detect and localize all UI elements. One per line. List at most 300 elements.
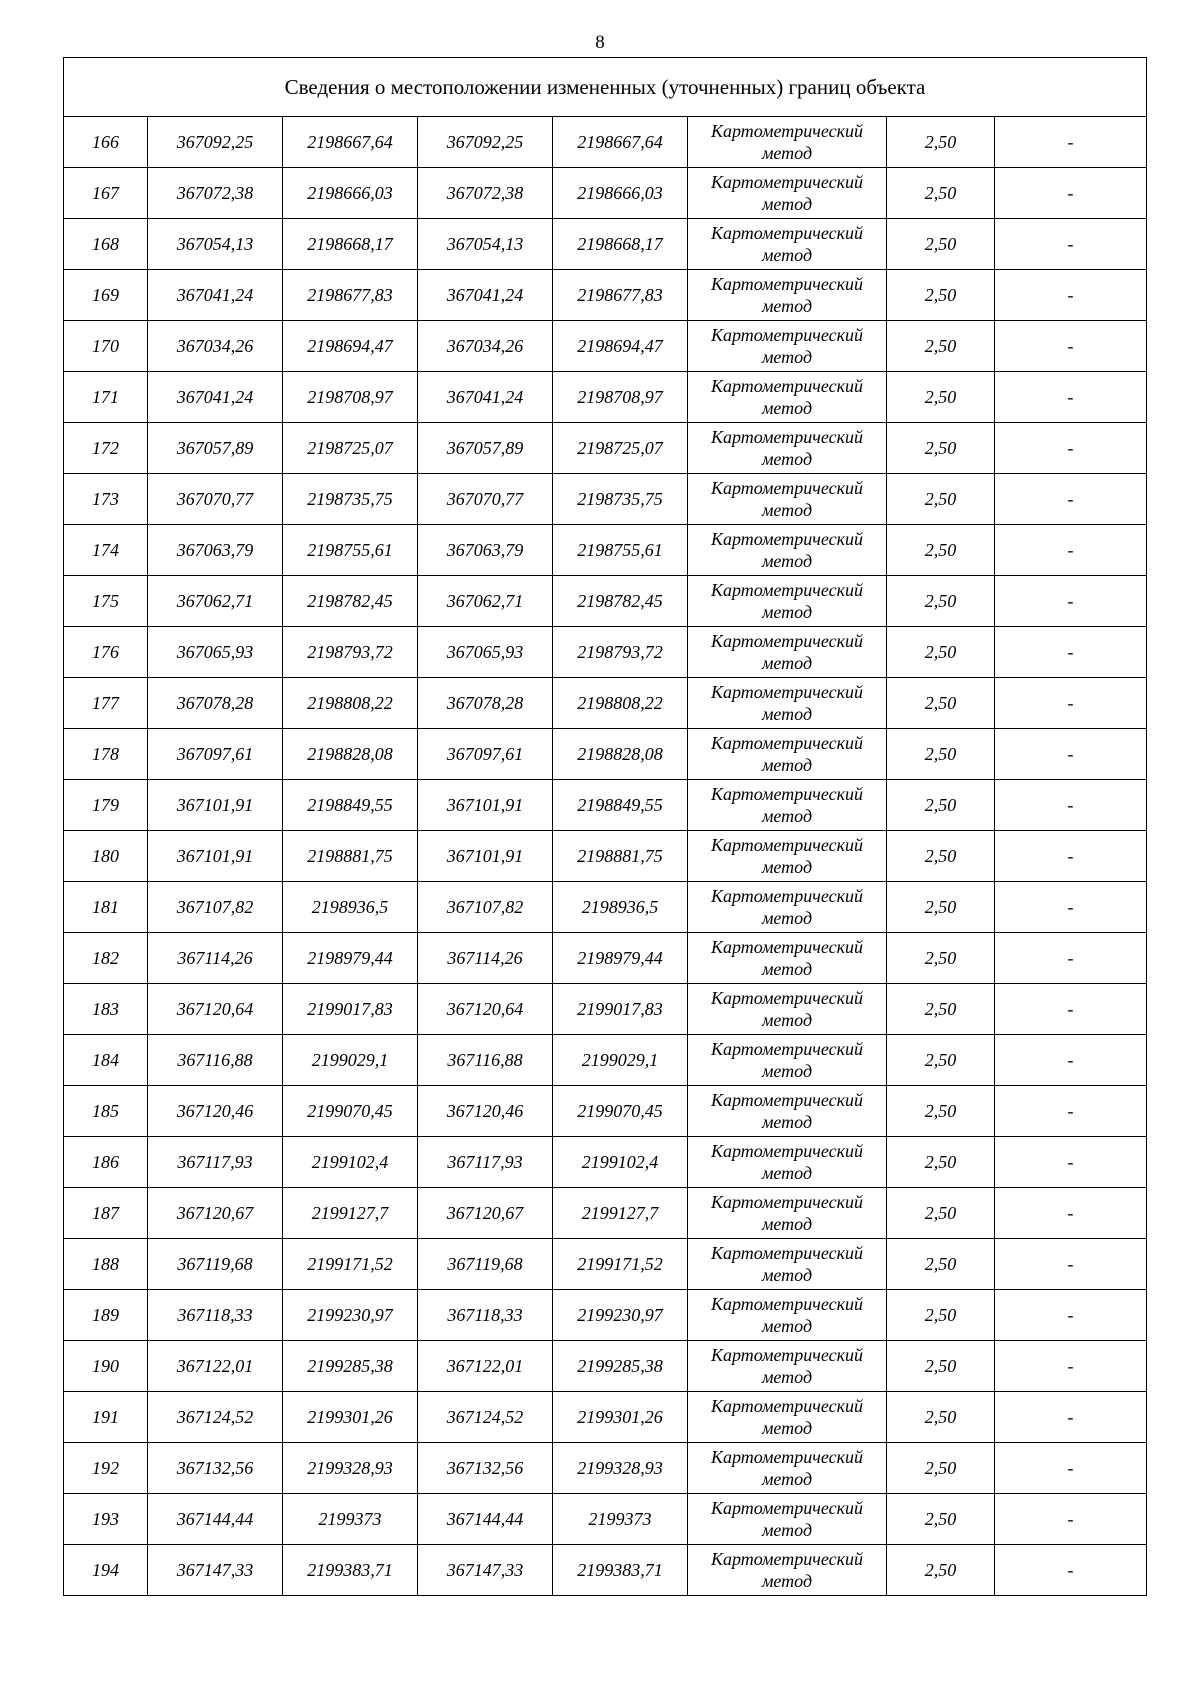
x-old-cell: 367118,33 (148, 1290, 283, 1341)
table-title: Сведения о местоположении измененных (уточненных) границ объекта (64, 58, 1147, 117)
description-cell: - (995, 1086, 1147, 1137)
x-old-cell: 367101,91 (148, 831, 283, 882)
method-line-2: метод (761, 857, 813, 877)
accuracy-cell: 2,50 (887, 474, 995, 525)
method-line-2: метод (761, 449, 813, 469)
method-line-1: Картометрический (710, 121, 863, 141)
method-cell (688, 423, 887, 474)
method-cell (688, 780, 887, 831)
y-old-cell: 2199328,93 (283, 1443, 418, 1494)
method-line-2: метод (761, 1418, 813, 1438)
method-line-2: метод (761, 296, 813, 316)
y-old-cell: 2198979,44 (283, 933, 418, 984)
accuracy-cell: 2,50 (887, 627, 995, 678)
x-old-cell: 367107,82 (148, 882, 283, 933)
method-cell (688, 1392, 887, 1443)
method-line-1: Картометрический (710, 631, 863, 651)
description-cell: - (995, 1290, 1147, 1341)
accuracy-cell: 2,50 (887, 933, 995, 984)
point-number-cell: 181 (64, 882, 148, 933)
x-new-cell: 367118,33 (418, 1290, 553, 1341)
x-new-cell: 367041,24 (418, 372, 553, 423)
x-old-cell: 367063,79 (148, 525, 283, 576)
table-body (64, 117, 1147, 1596)
accuracy-cell: 2,50 (887, 423, 995, 474)
method-cell (688, 219, 887, 270)
x-new-cell: 367120,46 (418, 1086, 553, 1137)
y-old-cell: 2198666,03 (283, 168, 418, 219)
method-cell (688, 678, 887, 729)
point-number-cell: 180 (64, 831, 148, 882)
point-number-cell: 194 (64, 1545, 148, 1596)
method-line-2: метод (761, 755, 813, 775)
accuracy-cell: 2,50 (887, 372, 995, 423)
description-cell: - (995, 1545, 1147, 1596)
y-new-cell: 2198725,07 (553, 423, 688, 474)
description-cell: - (995, 423, 1147, 474)
y-new-cell: 2198881,75 (553, 831, 688, 882)
y-new-cell: 2199373 (553, 1494, 688, 1545)
x-old-cell: 367072,38 (148, 168, 283, 219)
accuracy-cell: 2,50 (887, 882, 995, 933)
table-row (64, 1545, 1147, 1596)
y-old-cell: 2199102,4 (283, 1137, 418, 1188)
x-new-cell: 367054,13 (418, 219, 553, 270)
y-old-cell: 2198782,45 (283, 576, 418, 627)
x-new-cell: 367120,64 (418, 984, 553, 1035)
x-old-cell: 367065,93 (148, 627, 283, 678)
method-cell (688, 168, 887, 219)
method-cell (688, 474, 887, 525)
description-cell: - (995, 1341, 1147, 1392)
y-old-cell: 2198735,75 (283, 474, 418, 525)
method-line-2: метод (761, 194, 813, 214)
point-number-cell: 187 (64, 1188, 148, 1239)
y-old-cell: 2198677,83 (283, 270, 418, 321)
accuracy-cell: 2,50 (887, 1290, 995, 1341)
point-number-cell: 175 (64, 576, 148, 627)
table-row (64, 1443, 1147, 1494)
x-old-cell: 367144,44 (148, 1494, 283, 1545)
description-cell: - (995, 831, 1147, 882)
method-line-2: метод (761, 1214, 813, 1234)
method-line-2: метод (761, 908, 813, 928)
x-new-cell: 367144,44 (418, 1494, 553, 1545)
x-new-cell: 367065,93 (418, 627, 553, 678)
table-row (64, 984, 1147, 1035)
point-number-cell: 179 (64, 780, 148, 831)
accuracy-cell: 2,50 (887, 525, 995, 576)
x-old-cell: 367117,93 (148, 1137, 283, 1188)
method-cell (688, 1545, 887, 1596)
y-new-cell: 2199383,71 (553, 1545, 688, 1596)
description-cell: - (995, 1239, 1147, 1290)
x-old-cell: 367062,71 (148, 576, 283, 627)
description-cell: - (995, 780, 1147, 831)
x-old-cell: 367101,91 (148, 780, 283, 831)
y-old-cell: 2199127,7 (283, 1188, 418, 1239)
method-line-2: метод (761, 1367, 813, 1387)
table-row (64, 882, 1147, 933)
y-new-cell: 2199301,26 (553, 1392, 688, 1443)
description-cell: - (995, 525, 1147, 576)
method-cell (688, 1341, 887, 1392)
method-line-2: метод (761, 1112, 813, 1132)
method-cell (688, 729, 887, 780)
y-new-cell: 2198735,75 (553, 474, 688, 525)
accuracy-cell: 2,50 (887, 1086, 995, 1137)
point-number-cell: 183 (64, 984, 148, 1035)
page-number: 8 (595, 32, 605, 53)
x-new-cell: 367122,01 (418, 1341, 553, 1392)
x-old-cell: 367124,52 (148, 1392, 283, 1443)
point-number-cell: 170 (64, 321, 148, 372)
method-line-2: метод (761, 551, 813, 571)
description-cell: - (995, 1392, 1147, 1443)
x-new-cell: 367057,89 (418, 423, 553, 474)
method-line-2: метод (761, 1061, 813, 1081)
method-line-1: Картометрический (710, 1192, 863, 1212)
accuracy-cell: 2,50 (887, 1443, 995, 1494)
y-new-cell: 2199029,1 (553, 1035, 688, 1086)
y-old-cell: 2199230,97 (283, 1290, 418, 1341)
method-line-1: Картометрический (710, 1549, 863, 1569)
method-line-2: метод (761, 704, 813, 724)
method-line-1: Картометрический (710, 1294, 863, 1314)
x-new-cell: 367124,52 (418, 1392, 553, 1443)
description-cell: - (995, 1443, 1147, 1494)
y-old-cell: 2199029,1 (283, 1035, 418, 1086)
method-cell (688, 117, 887, 168)
accuracy-cell: 2,50 (887, 1239, 995, 1290)
method-line-1: Картометрический (710, 529, 863, 549)
accuracy-cell: 2,50 (887, 1035, 995, 1086)
method-line-1: Картометрический (710, 1396, 863, 1416)
x-new-cell: 367092,25 (418, 117, 553, 168)
y-new-cell: 2198782,45 (553, 576, 688, 627)
x-old-cell: 367122,01 (148, 1341, 283, 1392)
x-old-cell: 367041,24 (148, 270, 283, 321)
table-row (64, 1341, 1147, 1392)
description-cell: - (995, 321, 1147, 372)
description-cell: - (995, 1137, 1147, 1188)
method-line-2: метод (761, 1265, 813, 1285)
method-cell (688, 525, 887, 576)
x-old-cell: 367132,56 (148, 1443, 283, 1494)
method-line-1: Картометрический (710, 580, 863, 600)
description-cell: - (995, 627, 1147, 678)
table-row (64, 423, 1147, 474)
x-new-cell: 367147,33 (418, 1545, 553, 1596)
method-line-2: метод (761, 1316, 813, 1336)
method-line-1: Картометрический (710, 733, 863, 753)
method-line-2: метод (761, 1520, 813, 1540)
method-cell (688, 1443, 887, 1494)
table-row (64, 1494, 1147, 1545)
method-cell (688, 321, 887, 372)
y-new-cell: 2198668,17 (553, 219, 688, 270)
accuracy-cell: 2,50 (887, 270, 995, 321)
method-line-1: Картометрический (710, 325, 863, 345)
x-new-cell: 367114,26 (418, 933, 553, 984)
x-old-cell: 367041,24 (148, 372, 283, 423)
point-number-cell: 193 (64, 1494, 148, 1545)
y-new-cell: 2199285,38 (553, 1341, 688, 1392)
y-new-cell: 2199171,52 (553, 1239, 688, 1290)
table-row (64, 372, 1147, 423)
y-new-cell: 2198936,5 (553, 882, 688, 933)
method-line-2: метод (761, 806, 813, 826)
y-new-cell: 2199070,45 (553, 1086, 688, 1137)
y-old-cell: 2199070,45 (283, 1086, 418, 1137)
accuracy-cell: 2,50 (887, 1137, 995, 1188)
method-line-2: метод (761, 1163, 813, 1183)
table-row (64, 576, 1147, 627)
x-old-cell: 367114,26 (148, 933, 283, 984)
method-line-2: метод (761, 398, 813, 418)
x-old-cell: 367119,68 (148, 1239, 283, 1290)
description-cell: - (995, 1188, 1147, 1239)
method-cell (688, 933, 887, 984)
accuracy-cell: 2,50 (887, 219, 995, 270)
description-cell: - (995, 933, 1147, 984)
y-new-cell: 2199127,7 (553, 1188, 688, 1239)
x-new-cell: 367072,38 (418, 168, 553, 219)
boundary-table (63, 57, 1147, 1596)
table-row (64, 780, 1147, 831)
y-new-cell: 2198808,22 (553, 678, 688, 729)
accuracy-cell: 2,50 (887, 117, 995, 168)
x-new-cell: 367062,71 (418, 576, 553, 627)
point-number-cell: 190 (64, 1341, 148, 1392)
point-number-cell: 184 (64, 1035, 148, 1086)
method-cell (688, 270, 887, 321)
y-old-cell: 2198808,22 (283, 678, 418, 729)
table-row (64, 729, 1147, 780)
x-old-cell: 367092,25 (148, 117, 283, 168)
y-old-cell: 2198755,61 (283, 525, 418, 576)
table-row (64, 321, 1147, 372)
point-number-cell: 177 (64, 678, 148, 729)
y-old-cell: 2198849,55 (283, 780, 418, 831)
method-line-1: Картометрический (710, 1447, 863, 1467)
method-line-2: метод (761, 959, 813, 979)
accuracy-cell: 2,50 (887, 831, 995, 882)
description-cell: - (995, 270, 1147, 321)
x-new-cell: 367097,61 (418, 729, 553, 780)
y-old-cell: 2198694,47 (283, 321, 418, 372)
description-cell: - (995, 576, 1147, 627)
x-new-cell: 367034,26 (418, 321, 553, 372)
table-row (64, 168, 1147, 219)
y-new-cell: 2198849,55 (553, 780, 688, 831)
table-row (64, 117, 1147, 168)
y-new-cell: 2198667,64 (553, 117, 688, 168)
method-cell (688, 831, 887, 882)
method-line-1: Картометрический (710, 274, 863, 294)
table-row (64, 1137, 1147, 1188)
accuracy-cell: 2,50 (887, 678, 995, 729)
table-row (64, 525, 1147, 576)
point-number-cell: 166 (64, 117, 148, 168)
y-new-cell: 2198708,97 (553, 372, 688, 423)
table-row (64, 1188, 1147, 1239)
x-old-cell: 367070,77 (148, 474, 283, 525)
y-new-cell: 2198694,47 (553, 321, 688, 372)
x-old-cell: 367054,13 (148, 219, 283, 270)
x-new-cell: 367101,91 (418, 780, 553, 831)
method-cell (688, 1035, 887, 1086)
y-old-cell: 2198793,72 (283, 627, 418, 678)
y-new-cell: 2199328,93 (553, 1443, 688, 1494)
x-old-cell: 367057,89 (148, 423, 283, 474)
method-line-1: Картометрический (710, 1498, 863, 1518)
method-cell (688, 1290, 887, 1341)
x-old-cell: 367116,88 (148, 1035, 283, 1086)
method-line-1: Картометрический (710, 682, 863, 702)
table-row (64, 270, 1147, 321)
x-new-cell: 367041,24 (418, 270, 553, 321)
x-new-cell: 367119,68 (418, 1239, 553, 1290)
y-new-cell: 2199230,97 (553, 1290, 688, 1341)
x-new-cell: 367078,28 (418, 678, 553, 729)
x-new-cell: 367070,77 (418, 474, 553, 525)
method-cell (688, 627, 887, 678)
y-old-cell: 2199383,71 (283, 1545, 418, 1596)
description-cell: - (995, 219, 1147, 270)
method-cell (688, 372, 887, 423)
y-new-cell: 2199017,83 (553, 984, 688, 1035)
y-new-cell: 2198677,83 (553, 270, 688, 321)
point-number-cell: 167 (64, 168, 148, 219)
accuracy-cell: 2,50 (887, 1545, 995, 1596)
point-number-cell: 182 (64, 933, 148, 984)
description-cell: - (995, 882, 1147, 933)
point-number-cell: 172 (64, 423, 148, 474)
method-cell (688, 1137, 887, 1188)
x-new-cell: 367117,93 (418, 1137, 553, 1188)
method-line-2: метод (761, 653, 813, 673)
accuracy-cell: 2,50 (887, 168, 995, 219)
table-row (64, 678, 1147, 729)
method-line-1: Картометрический (710, 784, 863, 804)
method-line-1: Картометрический (710, 937, 863, 957)
point-number-cell: 192 (64, 1443, 148, 1494)
x-new-cell: 367107,82 (418, 882, 553, 933)
accuracy-cell: 2,50 (887, 1494, 995, 1545)
accuracy-cell: 2,50 (887, 1188, 995, 1239)
point-number-cell: 171 (64, 372, 148, 423)
method-line-1: Картометрический (710, 223, 863, 243)
method-line-1: Картометрический (710, 376, 863, 396)
accuracy-cell: 2,50 (887, 780, 995, 831)
point-number-cell: 189 (64, 1290, 148, 1341)
table-row (64, 1035, 1147, 1086)
description-cell: - (995, 168, 1147, 219)
y-new-cell: 2198666,03 (553, 168, 688, 219)
x-old-cell: 367097,61 (148, 729, 283, 780)
method-cell (688, 1188, 887, 1239)
x-old-cell: 367120,46 (148, 1086, 283, 1137)
x-old-cell: 367034,26 (148, 321, 283, 372)
method-line-1: Картометрический (710, 1345, 863, 1365)
x-old-cell: 367147,33 (148, 1545, 283, 1596)
y-old-cell: 2198725,07 (283, 423, 418, 474)
description-cell: - (995, 117, 1147, 168)
x-new-cell: 367063,79 (418, 525, 553, 576)
x-new-cell: 367101,91 (418, 831, 553, 882)
table-row (64, 219, 1147, 270)
method-cell (688, 984, 887, 1035)
method-line-2: метод (761, 1469, 813, 1489)
point-number-cell: 188 (64, 1239, 148, 1290)
point-number-cell: 178 (64, 729, 148, 780)
table-row (64, 1239, 1147, 1290)
method-cell (688, 1086, 887, 1137)
method-line-1: Картометрический (710, 988, 863, 1008)
y-old-cell: 2199171,52 (283, 1239, 418, 1290)
description-cell: - (995, 474, 1147, 525)
method-cell (688, 1494, 887, 1545)
method-line-2: метод (761, 347, 813, 367)
x-old-cell: 367120,64 (148, 984, 283, 1035)
table-row (64, 627, 1147, 678)
table-row (64, 474, 1147, 525)
y-old-cell: 2198881,75 (283, 831, 418, 882)
method-line-1: Картометрический (710, 886, 863, 906)
table-row (64, 831, 1147, 882)
method-line-2: метод (761, 143, 813, 163)
y-old-cell: 2199285,38 (283, 1341, 418, 1392)
y-old-cell: 2199373 (283, 1494, 418, 1545)
y-old-cell: 2198708,97 (283, 372, 418, 423)
table-row (64, 1290, 1147, 1341)
accuracy-cell: 2,50 (887, 729, 995, 780)
point-number-cell: 185 (64, 1086, 148, 1137)
method-line-1: Картометрический (710, 1039, 863, 1059)
point-number-cell: 169 (64, 270, 148, 321)
y-new-cell: 2198755,61 (553, 525, 688, 576)
method-line-2: метод (761, 1571, 813, 1591)
point-number-cell: 176 (64, 627, 148, 678)
method-cell (688, 882, 887, 933)
y-old-cell: 2199017,83 (283, 984, 418, 1035)
method-line-2: метод (761, 245, 813, 265)
method-line-1: Картометрический (710, 478, 863, 498)
description-cell: - (995, 984, 1147, 1035)
y-old-cell: 2198668,17 (283, 219, 418, 270)
y-old-cell: 2199301,26 (283, 1392, 418, 1443)
description-cell: - (995, 1494, 1147, 1545)
x-new-cell: 367132,56 (418, 1443, 553, 1494)
method-line-1: Картометрический (710, 1243, 863, 1263)
y-new-cell: 2198979,44 (553, 933, 688, 984)
y-new-cell: 2199102,4 (553, 1137, 688, 1188)
method-line-1: Картометрический (710, 1141, 863, 1161)
point-number-cell: 173 (64, 474, 148, 525)
method-line-2: метод (761, 500, 813, 520)
table-row (64, 1086, 1147, 1137)
method-cell (688, 576, 887, 627)
description-cell: - (995, 678, 1147, 729)
method-line-1: Картометрический (710, 172, 863, 192)
y-old-cell: 2198936,5 (283, 882, 418, 933)
method-line-2: метод (761, 602, 813, 622)
description-cell: - (995, 372, 1147, 423)
table-row (64, 1392, 1147, 1443)
x-old-cell: 367120,67 (148, 1188, 283, 1239)
y-new-cell: 2198793,72 (553, 627, 688, 678)
